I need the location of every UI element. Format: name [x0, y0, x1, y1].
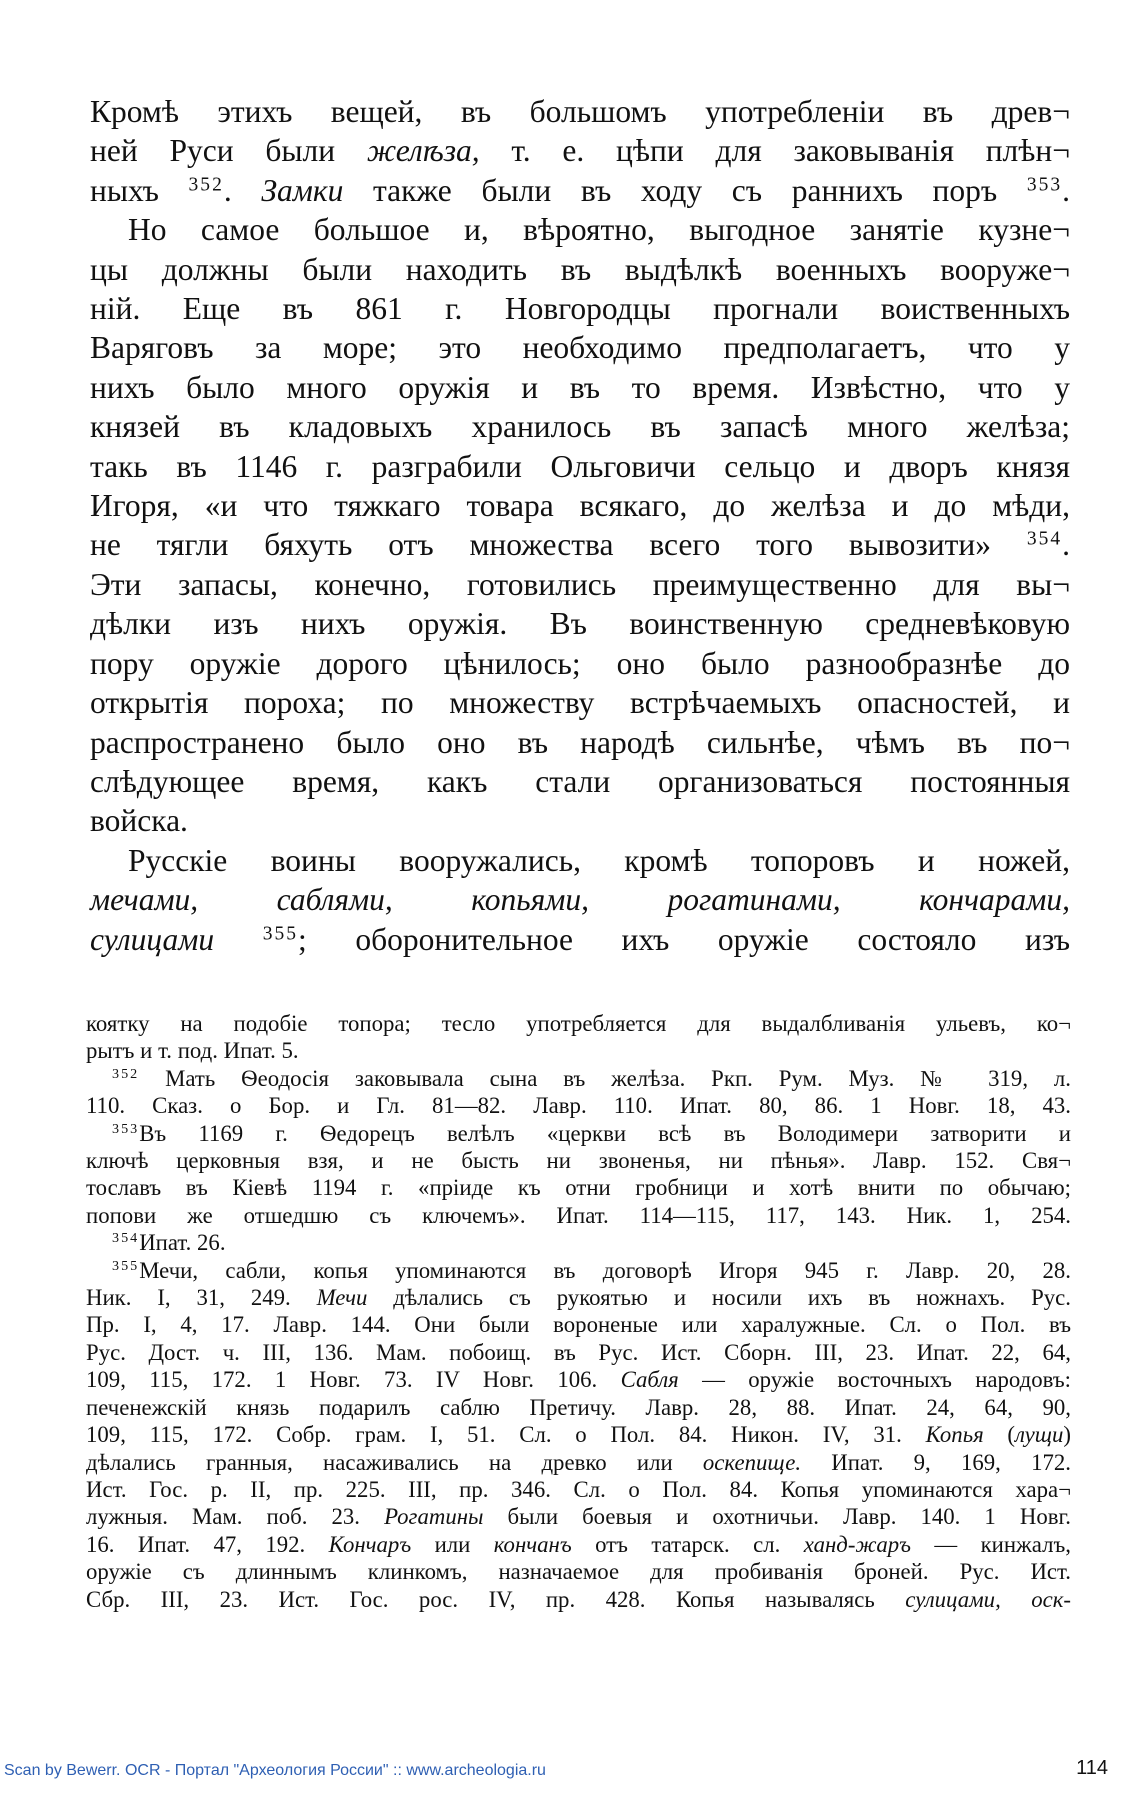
- text-line: нихъ было много оружія и въ то время. Извѣстно, что у: [90, 369, 1070, 405]
- footnote-line: рытъ и т. под. Ипат. 5.: [86, 1038, 299, 1064]
- footnote-ref-352: 352: [188, 174, 224, 196]
- italic-term: сулицами: [90, 921, 215, 957]
- footnote-line: лужныя. Мам. поб. 23. Рогатины были боевыя и охотничьи. Лавр. 140. 1 Новг.: [86, 1504, 1071, 1530]
- footnote-line: тославъ въ Кіевѣ 1194 г. «пріиде къ отни гробници и хотѣ внити по обычаю;: [86, 1175, 1071, 1201]
- footnote-line: Сбр. III, 23. Ист. Гос. рос. IV, пр. 428. Копья называлясь сулицами, оск-: [86, 1586, 1071, 1612]
- paragraph-2: [90, 210, 1070, 841]
- text-line: не тягли бяхуть отъ множества всего того вывозити» $^{354}$.: [90, 527, 1070, 563]
- text-line: сулицами $^{355}$; оборонительное ихъ оружіе состояло изъ: [90, 921, 1071, 957]
- footnote-352: [86, 1065, 1071, 1120]
- text-line: войска.: [90, 803, 188, 839]
- footnote-line: Ник. I, 31, 249. Мечи дѣлались съ рукоятью и носили ихъ въ ножнахъ. Рус.: [86, 1285, 1071, 1311]
- text-line: ныхъ $^{352}$. Замки также были въ ходу съ раннихъ поръ $^{353}$.: [90, 172, 1071, 208]
- footnote-number: 353: [112, 1120, 140, 1137]
- footnote-line: $^{354}$Ипат. 26.: [112, 1230, 226, 1256]
- text-line: распространено было оно въ народѣ сильнѣе, чѣмъ въ по¬: [90, 724, 1070, 760]
- footnote-line: Ист. Гос. р. II, пр. 225. III, пр. 346. Сл. о Пол. 84. Копья упоминаются хара¬: [86, 1476, 1071, 1502]
- footnote-line: коятку на подобіе топора; тесло употребляется для выдалбливанія ульевъ, ко¬: [86, 1011, 1071, 1036]
- footnote-line: 16. Ипат. 47, 192. Кончаръ или кончанъ отъ татарск. сл. ханд-жаръ — кинжалъ,: [86, 1531, 1071, 1557]
- text-line: слѣдующее время, какъ стали организоваться постоянныя: [90, 763, 1070, 799]
- text-line: Эти запасы, конечно, готовились преимущественно для вы¬: [90, 566, 1070, 602]
- footnote-line: 109, 115, 172. Собр. грам. I, 51. Сл. о Пол. 84. Никон. IV, 31. Копья (лущи): [86, 1422, 1071, 1448]
- paragraph-1: [90, 92, 1070, 210]
- text-line: ней Руси были желѣза, т. е. цѣпи для заковыванія плѣн¬: [90, 133, 1071, 169]
- footnote-355: [86, 1257, 1071, 1613]
- footnote-number: 352: [112, 1066, 140, 1083]
- footnote-ref-353: 353: [1026, 174, 1063, 196]
- text-line: такь въ 1146 г. разграбили Ольговичи сельцо и дворъ князя: [90, 448, 1070, 484]
- text-line: [90, 880, 1070, 919]
- footnote-line: печенежскій князь подарилъ саблю Претичу. Лавр. 28, 88. Ипат. 24, 64, 90,: [86, 1394, 1071, 1420]
- footnote-line: $^{353}$Въ 1169 г. Ѳедорецъ велѣлъ «церкви всѣ въ Володимери затворити и: [112, 1120, 1071, 1146]
- footnote-354: [86, 1229, 1071, 1256]
- text-line: князей въ кладовыхъ хранилось въ запасѣ много желѣза;: [90, 409, 1070, 445]
- text-line: Но самое большое и, вѣроятно, выгодное занятіе кузне¬: [128, 212, 1070, 248]
- paragraph-3: [90, 841, 1070, 959]
- footnotes: [86, 1010, 1071, 1613]
- footnote-continuation: [86, 1010, 1071, 1065]
- text-line: Русскіе воины вооружались, кромѣ топоровъ и ножей,: [128, 842, 1070, 878]
- footnote-number: 354: [112, 1230, 140, 1247]
- text-line: пору оружіе дорого цѣнилось; оно было разнообразнѣе до: [90, 645, 1070, 681]
- text-line: дѣлки изъ нихъ оружія. Въ воинственную средневѣковую: [90, 606, 1070, 642]
- italic-term: Замки: [261, 172, 344, 208]
- footnote-353: [86, 1120, 1071, 1230]
- italic-term: мечами, саблями, копьями, рогатинами, кончарами,: [90, 882, 1070, 918]
- footnote-line: попови же отшедшю съ ключемъ». Ипат. 114—115, 117, 143. Ник. 1, 254.: [86, 1202, 1071, 1228]
- text-line: открытія пороха; по множеству встрѣчаемыхъ опасностей, и: [90, 685, 1070, 721]
- text-line: Игоря, «и что тяжкаго товара всякаго, до желѣза и до мѣди,: [90, 488, 1070, 524]
- text-line: Кромѣ этихъ вещей, въ большомъ употребленіи въ древ¬: [90, 94, 1070, 129]
- footnote-line: оружіе съ длиннымъ клинкомъ, назначаемое для пробиванія броней. Рус. Ист.: [86, 1559, 1071, 1585]
- page-number: 114: [1076, 1757, 1108, 1779]
- footnote-line: 109, 115, 172. 1 Новг. 73. IV Новг. 106. Сабля — оружіе восточныхъ народовъ:: [86, 1367, 1071, 1393]
- text-line: Варяговъ за море; это необходимо предполагаетъ, что у: [90, 330, 1070, 366]
- footnote-line: ключѣ церковныя взя, и не бысть ни звоненья, ни пѣнья». Лавр. 152. Свя¬: [86, 1148, 1071, 1174]
- footnote-line: $^{352}$ Мать Ѳеодосія заковывала сына въ желѣза. Ркп. Рум. Муз. № 319, л.: [112, 1065, 1071, 1091]
- scan-credit-link[interactable]: Scan by Bewerr. OCR - Портал "Археология России" :: www.archeologia.ru: [4, 1762, 546, 1779]
- footnote-ref-354: 354: [1026, 528, 1063, 550]
- footnote-line: Рус. Дост. ч. III, 136. Мам. побоищ. въ Рус. Ист. Сборн. III, 23. Ипат. 22, 64,: [86, 1339, 1071, 1365]
- footnote-line: $^{355}$Мечи, сабли, копья упоминаются въ договорѣ Игоря 945 г. Лавр. 20, 28.: [112, 1257, 1071, 1283]
- footnote-line: Пр. I, 4, 17. Лавр. 144. Они были вороненые или харалужные. Сл. о Пол. въ: [86, 1312, 1071, 1338]
- footnote-line: 110. Сказ. о Бор. и Гл. 81—82. Лавр. 110. Ипат. 80, 86. 1 Новг. 18, 43.: [86, 1093, 1071, 1119]
- footnote-line: дѣлались гранныя, насаживались на древко или оскепище. Ипат. 9, 169, 172.: [86, 1449, 1071, 1475]
- footnote-number: 355: [112, 1257, 140, 1274]
- main-text: [90, 92, 1070, 959]
- footnote-ref-355: 355: [262, 922, 299, 944]
- text-line: ній. Еще въ 861 г. Новгородцы прогнали воиственныхъ: [90, 291, 1070, 327]
- text-line: цы должны были находить въ выдѣлкѣ военныхъ вооруже¬: [90, 251, 1070, 287]
- italic-term: желѣза,: [366, 133, 480, 169]
